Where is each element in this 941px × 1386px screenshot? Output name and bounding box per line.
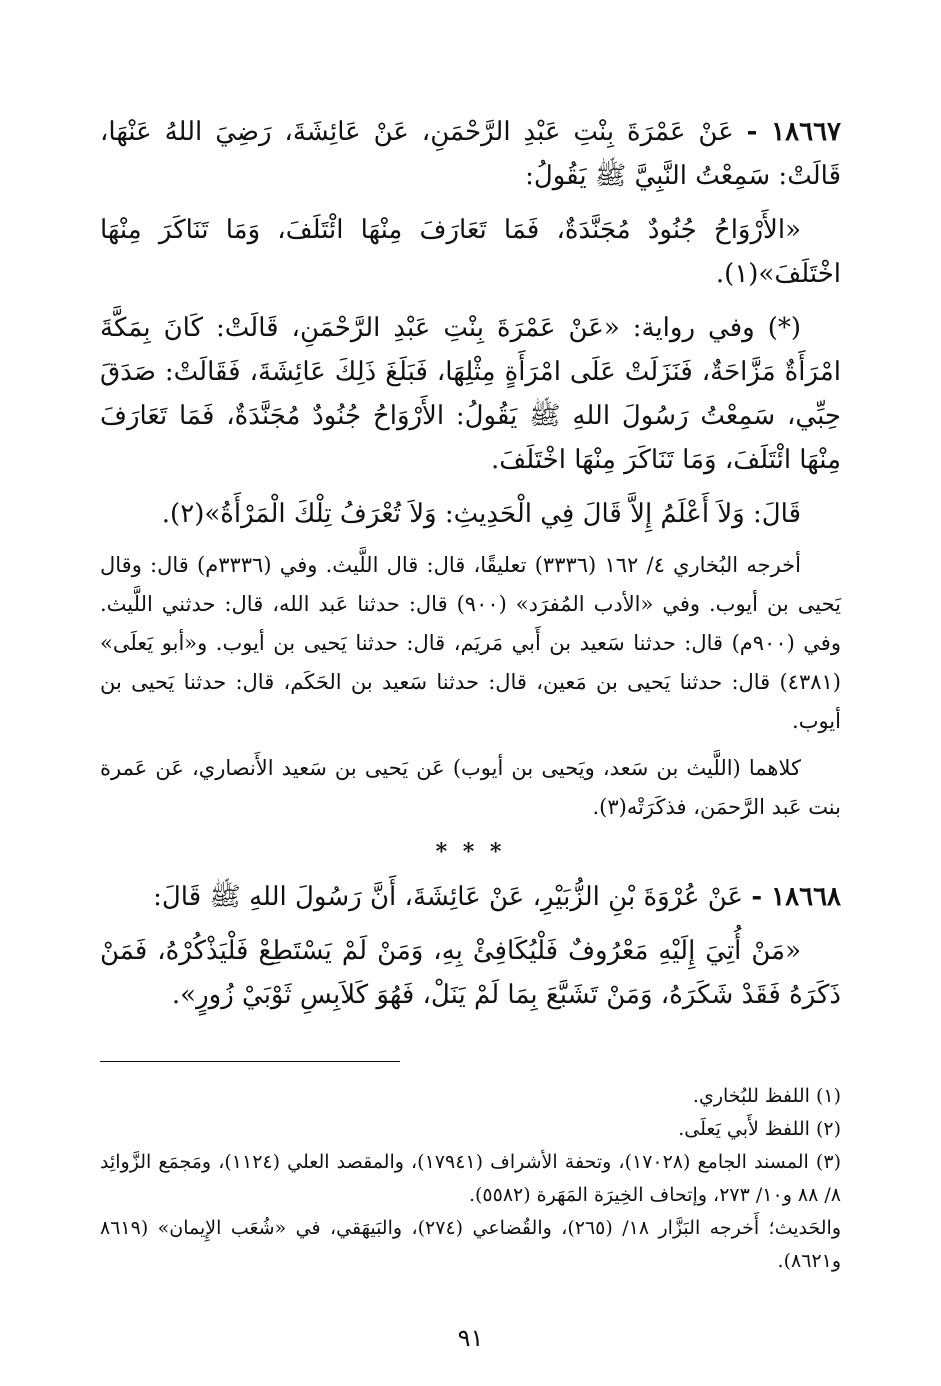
hadith-18667-matn: «الأَرْوَاحُ جُنُودٌ مُجَنَّدَةٌ، فَمَا تَعَارَفَ مِنْهَا ائْتَلَفَ، وَمَا تَنَاكَرَ مِنْهَا اخْتَلَفَ»(١).	[100, 215, 841, 289]
hadith-18668-isnad	[100, 875, 841, 919]
hadith-18667-takhrij: أخرجه البُخاري ٤/ ١٦٢ (٣٣٣٦) تعليقًا، قال: قال اللَّيث. وفي (٣٣٣٦م) قال: وقال يَحيى بن أيوب. وفي «الأدب المُفرَد» (٩٠٠) قال: حدثنا عَبد الله، قال: حدثني اللَّيث. وفي (٩٠٠م) قال: حدثنا سَعيد بن أَبي مَريَم، قال: حدثنا يَحيى بن أيوب. و«أبو يَعلَى» (٤٣٨١) قال: حدثنا يَحيى بن مَعين، قال: حدثنا سَعيد بن الحَكَم، قال: حدثنا يَحيى بن أيوب.	[100, 553, 841, 733]
hadith-isnad-text: عَنْ عُرْوَةَ بْنِ الزُّبَيْرِ، عَنْ عَائِشَةَ، أَنَّ رَسُولَ اللهِ ﷺ قَالَ:	[153, 882, 752, 912]
footnote-divider	[100, 1061, 400, 1062]
footnote-2: (٢) اللفظ لأَبي يَعلَى.	[678, 1118, 841, 1140]
hadith-18667-isnad	[100, 110, 841, 198]
page-number: ٩١	[457, 1324, 484, 1352]
hadith-18667-qala: قَالَ: وَلاَ أَعْلَمُ إِلاَّ قَالَ فِي الْحَدِيثِ: وَلاَ تُعْرَفُ تِلْكَ الْمَرْأَةُ»(٢).	[161, 499, 801, 529]
footnote-1: (١) اللفظ للبُخاري.	[692, 1085, 841, 1107]
hadith-18667-riwaya: (*) وفي رواية: «عَنْ عَمْرَةَ بِنْتِ عَبْدِ الرَّحْمَنِ، قَالَتْ: كَانَ بِمَكَّةَ امْرَأَةٌ مَزَّاحَةٌ، فَنَزَلَتْ عَلَى امْرَأَةٍ مِثْلِهَا، فَبَلَغَ ذَلِكَ عَائِشَةَ، فَقَالَتْ: صَدَقَ حِبِّي، سَمِعْتُ رَسُولَ اللهِ ﷺ يَقُولُ: الأَرْوَاحُ جُنُودٌ مُجَنَّدَةٌ، فَمَا تَعَارَفَ مِنْهَا ائْتَلَفَ، وَمَا تَنَاكَرَ مِنْهَا اخْتَلَفَ.	[100, 313, 841, 475]
footnote-3-continuation: والحَديث؛ أَخرجه البَزَّار ١٨/ (٢٦٥)، والقُضاعي (٢٧٤)، والبَيهَقي، في «شُعَب الإِيمان» (٨٦١٩ و٨٦٢١).	[100, 1217, 841, 1272]
footnotes	[100, 1080, 841, 1278]
footnote-3: (٣) المسند الجامع (١٧٠٢٨)، وتحفة الأشراف (١٧٩٤١)، والمقصد العلي (١١٢٤)، ومَجمَع الزَّوائِد ٨/ ٨٨ و١٠/ ٢٧٣، وإتحاف الخِيرَة المَهَرة (٥٥٨٢).	[100, 1151, 841, 1206]
section-separator: * * *	[435, 839, 506, 865]
hadith-18667-kilahuma: كلاهما (اللَّيث بن سَعد، ويَحيى بن أيوب) عَن يَحيى بن سَعيد الأَنصاري، عَن عَمرة بنت عَبد الرَّحمَن، فذكَرَتْه(٣).	[100, 756, 841, 819]
hadith-18668-matn: «مَنْ أُتِيَ إِلَيْهِ مَعْرُوفٌ فَلْيُكَافِئْ بِهِ، وَمَنْ لَمْ يَسْتَطِعْ فَلْيَذْكُرْهُ، فَمَنْ ذَكَرَهُ فَقَدْ شَكَرَهُ، وَمَنْ تَشَبَّعَ بِمَا لَمْ يَنَلْ، فَهُوَ كَلاَبِسِ ثَوْبَيْ زُورٍ».	[100, 936, 841, 1010]
hadith-number: ١٨٦٦٨ -	[751, 882, 841, 912]
hadith-isnad-text: عَنْ عَمْرَةَ بِنْتِ عَبْدِ الرَّحْمَنِ، عَنْ عَائِشَةَ، رَضِيَ اللهُ عَنْهَا، قَالَتْ: سَمِعْتُ النَّبِيَّ ﷺ يَقُولُ:	[100, 117, 841, 191]
hadith-number: ١٨٦٦٧ -	[746, 117, 841, 147]
